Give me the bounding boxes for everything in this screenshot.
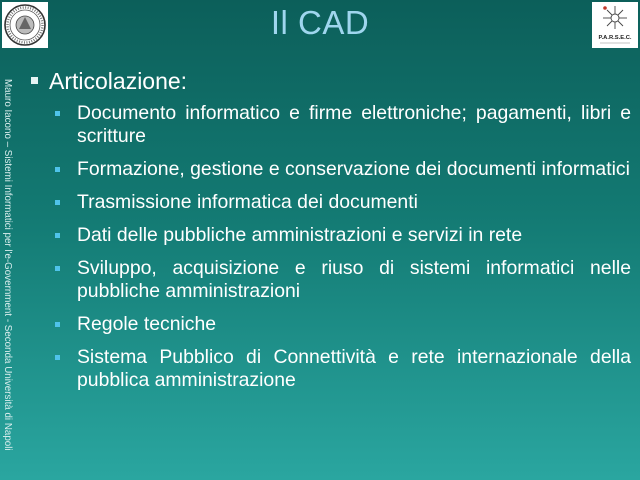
- list-item: [55, 102, 631, 148]
- square-bullet-icon: [31, 77, 38, 84]
- square-bullet-icon: [55, 233, 60, 238]
- square-bullet-icon: [55, 355, 60, 360]
- list-item-text: Trasmissione informatica dei documenti: [77, 191, 418, 213]
- square-bullet-icon: [55, 322, 60, 327]
- side-credit: [1, 79, 15, 473]
- heading-row: [31, 66, 631, 96]
- parsec-logo-text: P.A.R.S.E.C.: [598, 35, 632, 41]
- list-item-text: Dati delle pubbliche amministrazioni e servizi in rete: [77, 224, 523, 246]
- slide-content: [31, 66, 631, 402]
- list-item: [55, 257, 631, 303]
- parsec-logo-icon: [592, 2, 638, 48]
- list-item: [55, 158, 631, 181]
- list-item: [55, 224, 631, 247]
- list-item: [55, 191, 631, 214]
- page-title: Il CAD: [270, 4, 370, 41]
- section-heading: Articolazione:: [49, 68, 188, 94]
- list-item-text: Regole tecniche: [77, 313, 217, 335]
- list-item-text: Formazione, gestione e conservazione dei documenti informatici: [77, 158, 630, 180]
- side-credit-text: Mauro Iacono – Sistemi Informatici per l'e-Government - Seconda Università di Napoli: [2, 79, 13, 451]
- list-item-text: Sistema Pubblico di Connettività e rete internazionale della pubblica amministrazione: [77, 346, 631, 391]
- square-bullet-icon: [55, 266, 60, 271]
- list-item: [55, 313, 631, 336]
- list-item-text: Sviluppo, acquisizione e riuso di sistemi informatici nelle pubbliche amministrazioni: [77, 257, 631, 302]
- list-item: [55, 346, 631, 392]
- list-item-text: Documento informatico e firme elettroniche; pagamenti, libri e scritture: [77, 102, 631, 147]
- square-bullet-icon: [55, 167, 60, 172]
- square-bullet-icon: [55, 111, 60, 116]
- bullet-list: [31, 102, 631, 392]
- square-bullet-icon: [55, 200, 60, 205]
